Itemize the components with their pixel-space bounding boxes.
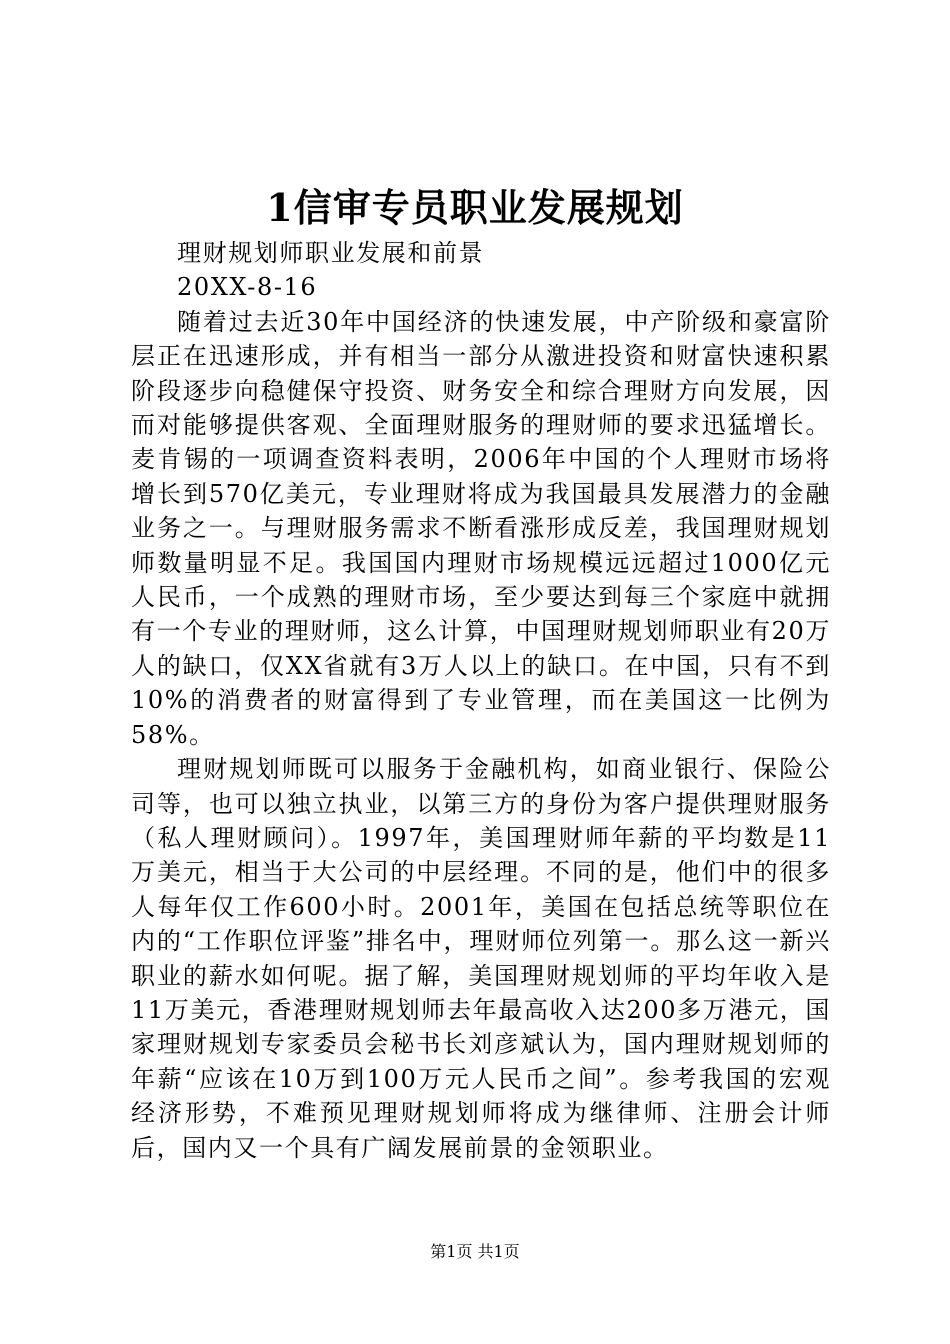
document-subtitle: 理财规划师职业发展和前景: [177, 239, 485, 267]
body-paragraph-2: 理财规划师既可以服务于金融机构，如商业银行、保险公司等，也可以独立执业，以第三方的身份为客户提供理财服务（私人理财顾问）。1997年，美国理财师年薪的平均数是11万美元，相当于大公司的中层经理。不同的是，他们中的很多人每年仅工作600小时。2001年，美国在包括总统等职位在内的“工作职位评鉴”排名中，理财师位列第一。那么这一新兴职业的薪水如何呢。据了解，美国理财规划师的平均年收入是11万美元，香港理财规划师去年最高收入达200多万港元，国家理财规划专家委员会秘书长刘彦斌认为，国内理财规划师的年薪“应该在10万到100万元人民币之间”。参考我国的宏观经济形势，不难预见理财规划师将成为继律师、注册会计师后，国内又一个具有广阔发展前景的金领职业。: [131, 755, 831, 1162]
body-paragraph-1: 随着过去近30年中国经济的快速发展，中产阶级和豪富阶层正在迅速形成，并有相当一部分从激进投资和财富快速积累阶段逐步向稳健保守投资、财务安全和综合理财方向发展，因而对能够提供客观、全面理财服务的理财师的要求迅猛增长。麦肯锡的一项调查资料表明，2006年中国的个人理财市场将增长到570亿美元，专业理财将成为我国最具发展潜力的金融业务之一。与理财服务需求不断看涨形成反差，我国理财规划师数量明显不足。我国国内理财市场规模远远超过1000亿元人民币，一个成熟的理财市场，至少要达到每三个家庭中就拥有一个专业的理财师，这么计算，中国理财规划师职业有20万人的缺口，仅XX省就有3万人以上的缺口。在中国，只有不到10%的消费者的财富得到了专业管理，而在美国这一比例为58%。: [131, 307, 831, 749]
document-title: 1信审专员职业发展规划: [266, 185, 684, 230]
document-body: [131, 236, 831, 1165]
document-date: 20XX-8-16: [177, 273, 318, 302]
page-number-footer: 第1页 共1页: [430, 1242, 520, 1261]
